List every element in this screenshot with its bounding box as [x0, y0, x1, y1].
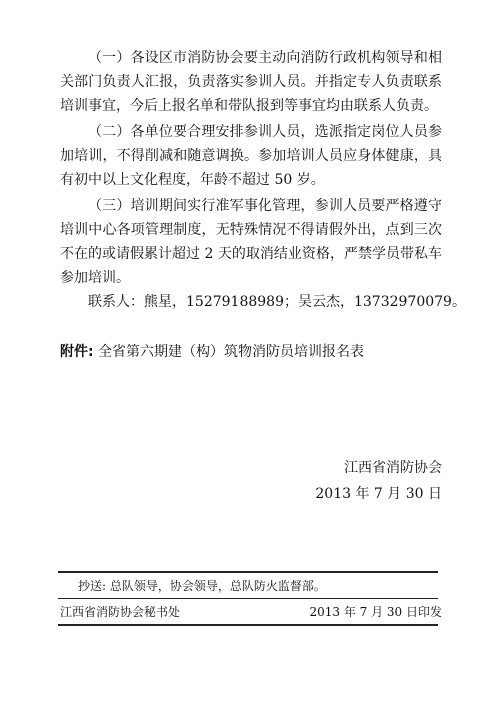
cc-text: 总队领导，协会领导，总队防火监督部。	[109, 579, 326, 593]
issuer: 江西省消防协会秘书处	[60, 605, 181, 619]
paragraph-1: （一）各设区市消防协会要主动向消防行政机构领导和相关部门负责人汇报，负责落实参训人员。并指定专人负责联系培训事宜，今后上报名单和带队报到等事宜均由联系人负责。	[60, 50, 442, 114]
contact-line: 联系人：熊星，15279188989；吴云杰，13732970079。	[88, 294, 466, 310]
attachment-label: 附件:	[60, 344, 94, 360]
paragraph-2: （二）各单位要合理安排参训人员，选派指定岗位人员参加培训，不得削减和随意调换。参加培训人员应身体健康，具有初中以上文化程度，年龄不超过 50 岁。	[60, 124, 442, 188]
signature-date: 2013 年 7 月 30 日	[315, 486, 442, 502]
signature-org: 江西省消防协会	[344, 460, 442, 476]
cc-label: 抄送:	[78, 579, 107, 593]
footer-top-rule	[58, 571, 438, 573]
issue-date: 2013 年 7 月 30 日印发	[309, 605, 442, 619]
paragraph-3: （三）培训期间实行准军事化管理，参训人员要严格遵守培训中心各项管理制度，无特殊情况不得请假外出，点到三次不在的或请假累计超过 2 天的取消结业资格，严禁学员带私车参加培训。	[60, 198, 442, 286]
cc-line	[78, 577, 326, 595]
attachment-title: 全省第六期建（构）筑物消防员培训报名表	[98, 344, 365, 360]
footer-bottom-rule	[58, 624, 438, 626]
attachment-line	[60, 340, 364, 364]
footer-middle-rule	[58, 598, 438, 599]
